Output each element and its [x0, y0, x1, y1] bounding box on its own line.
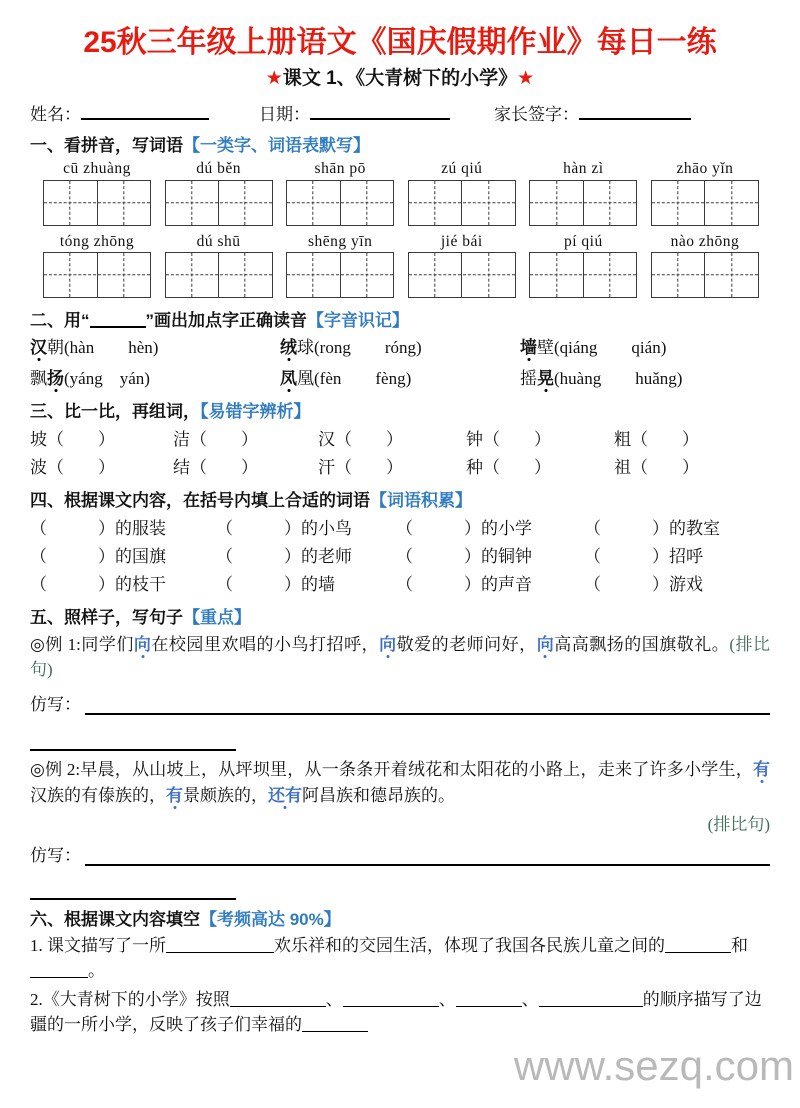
pinyin-label: cū zhuàng [63, 160, 131, 178]
example-2-part-2: 景颇族的， [183, 785, 268, 805]
tianzige-cell[interactable] [530, 181, 583, 225]
tianzige-cell[interactable] [218, 253, 272, 297]
question-2-part-a: 2.《大青树下的小学》按照 [30, 989, 230, 1009]
dotted-char: 扬 [47, 369, 64, 389]
highlighted-word: 向 [133, 635, 152, 655]
question-1 [30, 933, 770, 984]
tianzige-cell[interactable] [652, 253, 705, 297]
example-1-note: (排比句) [30, 635, 771, 680]
pinyin-label: tóng zhōng [59, 232, 135, 250]
phrase-item[interactable]: （ ）游戏 [584, 575, 703, 595]
compare-item[interactable]: 洁（ ） [173, 430, 258, 450]
tianzige-box[interactable] [651, 180, 759, 226]
tianzige-box[interactable] [43, 180, 151, 226]
reading-options[interactable]: (yáng yán) [64, 369, 150, 389]
pronunciation-item[interactable] [520, 364, 682, 389]
lesson-subtitle [30, 68, 770, 91]
highlighted-word: 向 [379, 635, 397, 655]
compare-item[interactable]: 坡（ ） [30, 430, 115, 450]
word-prefix: 摇 [520, 369, 537, 389]
section-4-tag: 【词语积累】 [370, 491, 472, 511]
tianzige-cell[interactable] [97, 181, 151, 225]
imitation-input[interactable] [85, 851, 770, 866]
pronunciation-item[interactable] [30, 333, 280, 358]
question-2-separator: 、 [325, 989, 343, 1009]
section-3-title: 三、比一比，再组词， [30, 402, 200, 422]
question-1-part-a: 1. 课文描写了一所 [30, 935, 166, 955]
answer-blank[interactable] [302, 1018, 368, 1032]
imitation-input[interactable] [85, 700, 770, 715]
phrase-item[interactable]: （ ）招呼 [584, 547, 703, 567]
highlighted-word: 有 [166, 785, 183, 805]
imitation-row-2 [30, 841, 770, 866]
example-1-part-1: 在校园里欢唱的小鸟打招呼， [151, 635, 380, 655]
pinyin-grid-item [650, 232, 760, 298]
student-info-row [30, 100, 770, 125]
imitation-input-continued[interactable] [30, 886, 236, 900]
example-1-text [30, 632, 770, 682]
question-2-separator: 、 [438, 989, 456, 1009]
section-3-tag: 【易错字辨析】 [200, 402, 311, 422]
tianzige-cell[interactable] [583, 181, 637, 225]
pinyin-label: hàn zì [563, 160, 604, 178]
imitation-row-1 [30, 690, 770, 715]
tianzige-box[interactable] [408, 180, 516, 226]
section-3-heading [30, 397, 770, 422]
pinyin-grid-row-2 [30, 232, 770, 298]
star-icon-right: ★ [517, 67, 535, 89]
pinyin-label: pí qiú [564, 232, 603, 250]
dotted-char: 晃 [537, 369, 554, 389]
phrase-item[interactable]: （ ）的枝干 [30, 575, 166, 595]
answer-blank[interactable] [230, 993, 326, 1007]
pinyin-grid-item [528, 159, 638, 225]
example-2-text [30, 757, 770, 807]
example-2-prefix: ◎例 2:早晨，从山坡上，从坪坝里，从一条条开着绒花和太阳花的小路上，走来了许多小学生， [30, 760, 753, 780]
tianzige-box[interactable] [286, 180, 394, 226]
imitation-input-continued[interactable] [30, 737, 236, 751]
date-field-group [259, 100, 450, 125]
compare-row-1 [30, 425, 770, 450]
question-2-part-b: 的顺序描写了边疆的一所小学，反映了孩子们幸福的 [30, 989, 762, 1035]
tianzige-cell[interactable] [287, 181, 340, 225]
section-4-heading [30, 486, 770, 511]
pinyin-grid-item [285, 232, 395, 298]
compare-item[interactable]: 汉（ ） [318, 430, 403, 450]
blank-underline-icon [90, 315, 146, 328]
tianzige-cell[interactable] [44, 253, 97, 297]
pinyin-grid-item [407, 159, 517, 225]
reading-options[interactable]: (huàng huǎng) [554, 369, 683, 389]
tianzige-cell[interactable] [530, 253, 583, 297]
guardian-field-group [494, 100, 691, 125]
tianzige-cell[interactable] [583, 253, 637, 297]
pinyin-label: nào zhōng [670, 232, 740, 250]
compare-row-2 [30, 453, 770, 478]
dotted-char: 汉 [30, 338, 47, 358]
name-label: 姓名： [30, 105, 81, 125]
phrase-item[interactable]: （ ）的小学 [396, 519, 532, 539]
reading-options[interactable]: (qiáng qián) [554, 338, 667, 358]
section-6-title: 六、根据课文内容填空 [30, 909, 200, 929]
answer-blank[interactable] [665, 939, 731, 953]
dotted-char: 墙 [520, 338, 537, 358]
pinyin-grid-item [164, 232, 274, 298]
phrase-row-1 [30, 514, 770, 539]
section-2-title-a: 二、用“ [30, 311, 90, 331]
pinyin-grid-item [285, 159, 395, 225]
tianzige-cell[interactable] [409, 181, 462, 225]
tianzige-box[interactable] [165, 252, 273, 298]
lesson-subtitle-text: 课文 1、《大青树下的小学》 [282, 67, 518, 89]
reading-options[interactable]: (rong róng) [314, 338, 422, 358]
section-1-heading [30, 131, 770, 156]
dotted-char: 凤 [280, 369, 297, 389]
pronunciation-item[interactable] [280, 333, 520, 358]
phrase-item[interactable]: （ ）的服装 [30, 519, 166, 539]
phrase-item[interactable]: （ ）的小鸟 [216, 519, 352, 539]
example-2-part-3: 阿昌族和德昂族的。 [302, 785, 455, 805]
answer-blank[interactable] [343, 993, 439, 1007]
pinyin-grid-item [164, 159, 274, 225]
question-1-part-b: 欢乐祥和的交园生活，体现了我国各民族儿童之间的 [274, 935, 665, 955]
compare-item[interactable]: 波（ ） [30, 458, 115, 478]
section-1-title: 一、看拼音，写词语 [30, 136, 183, 156]
tianzige-cell[interactable] [409, 253, 462, 297]
word-prefix: 飘 [30, 369, 47, 389]
tianzige-cell[interactable] [461, 253, 515, 297]
example-1-part-3: 高高飘扬的国旗敬礼。 [554, 635, 730, 655]
pronunciation-item[interactable] [520, 333, 666, 358]
name-field-group [30, 100, 209, 125]
compare-item[interactable]: 种（ ） [466, 458, 551, 478]
tianzige-box[interactable] [651, 252, 759, 298]
pinyin-grid-item [42, 159, 152, 225]
date-label: 日期： [259, 105, 310, 125]
pinyin-label: zhāo yǐn [676, 160, 734, 178]
question-1-part-c: 和 [731, 935, 748, 955]
section-2-title-b: ”画出加点字正确读音 [145, 311, 307, 331]
highlighted-word: 向 [536, 635, 555, 655]
tianzige-cell[interactable] [340, 253, 394, 297]
phrase-item[interactable]: （ ）的教室 [584, 519, 720, 539]
section-4-title: 四、根据课文内容，在括号内填上合适的词语 [30, 491, 370, 511]
tianzige-cell[interactable] [166, 181, 219, 225]
tianzige-cell[interactable] [704, 181, 758, 225]
tianzige-box[interactable] [165, 180, 273, 226]
word-suffix: 壁 [537, 338, 554, 358]
word-suffix: 凰 [297, 369, 314, 389]
pronunciation-item[interactable] [280, 364, 520, 389]
answer-blank[interactable] [585, 993, 643, 1007]
pronunciation-row-2 [30, 364, 770, 389]
tianzige-cell[interactable] [44, 181, 97, 225]
pronunciation-item[interactable] [30, 364, 280, 389]
pronunciation-row-1 [30, 333, 770, 358]
word-suffix: 朝 [47, 338, 64, 358]
imitation-label: 仿写： [30, 845, 81, 865]
highlighted-word: 有 [753, 760, 770, 780]
tianzige-cell[interactable] [652, 181, 705, 225]
section-5-heading [30, 603, 770, 628]
phrase-item[interactable]: （ ）的铜钟 [396, 547, 532, 567]
example-2-part-1: 汉族的有傣族的， [30, 785, 166, 805]
example-2-note: (排比句) [707, 814, 770, 834]
tianzige-cell[interactable] [97, 253, 151, 297]
tianzige-cell[interactable] [461, 181, 515, 225]
phrase-row-3 [30, 570, 770, 595]
pinyin-grid-item [528, 232, 638, 298]
guardian-input[interactable] [579, 105, 691, 120]
section-2-tag: 【字音识记】 [307, 311, 409, 331]
tianzige-box[interactable] [286, 252, 394, 298]
compare-item[interactable]: 粗（ ） [614, 430, 699, 450]
word-suffix: 球 [297, 338, 314, 358]
reading-options[interactable]: (fèn fèng) [314, 369, 412, 389]
pinyin-label: jié bái [440, 232, 483, 250]
section-5-title: 五、照样子，写句子 [30, 608, 183, 628]
answer-blank[interactable] [166, 939, 274, 953]
tianzige-box[interactable] [529, 252, 637, 298]
watermark: www.sezq.com [513, 1042, 794, 1089]
answer-blank[interactable] [456, 993, 522, 1007]
question-1-part-d: 。 [88, 961, 105, 981]
section-2-heading [30, 306, 770, 331]
tianzige-cell[interactable] [704, 253, 758, 297]
date-input[interactable] [310, 105, 450, 120]
tianzige-cell[interactable] [166, 253, 219, 297]
answer-blank[interactable] [539, 993, 585, 1007]
section-6-heading [30, 905, 770, 930]
question-2-separator: 、 [521, 989, 539, 1009]
pinyin-grid-item [407, 232, 517, 298]
phrase-item[interactable]: （ ）的声音 [396, 575, 532, 595]
page-title: 25秋三年级上册语文《国庆假期作业》每日一练 [83, 26, 717, 59]
pinyin-label: zú qiú [441, 160, 483, 178]
tianzige-cell[interactable] [287, 253, 340, 297]
pinyin-label: dú shū [196, 232, 241, 250]
pinyin-label: shān pō [314, 160, 366, 178]
question-2 [30, 987, 770, 1038]
pinyin-label: dú běn [196, 160, 241, 178]
worksheet-page [0, 26, 800, 1108]
pinyin-label: shēng yīn [308, 232, 373, 250]
phrase-item[interactable]: （ ）的墙 [216, 575, 335, 595]
compare-item[interactable]: 祖（ ） [614, 458, 699, 478]
phrase-row-2 [30, 542, 770, 567]
imitation-label: 仿写： [30, 695, 81, 715]
tianzige-box[interactable] [529, 180, 637, 226]
tianzige-box[interactable] [43, 252, 151, 298]
phrase-item[interactable]: （ ）的老师 [216, 547, 352, 567]
section-6-tag: 【考频高达 90%】 [200, 909, 341, 929]
compare-item[interactable]: 结（ ） [173, 458, 258, 478]
compare-item[interactable]: 钟（ ） [466, 430, 551, 450]
tianzige-box[interactable] [408, 252, 516, 298]
section-1-tag: 【一类字、词语表默写】 [183, 136, 370, 156]
tianzige-cell[interactable] [340, 181, 394, 225]
reading-options[interactable]: (hàn hèn) [64, 338, 159, 358]
phrase-item[interactable]: （ ）的国旗 [30, 547, 166, 567]
example-1-prefix: ◎例 1:同学们 [30, 635, 134, 655]
tianzige-cell[interactable] [218, 181, 272, 225]
dotted-char: 绒 [280, 338, 297, 358]
answer-blank[interactable] [30, 964, 88, 978]
highlighted-word: 还有 [268, 785, 302, 805]
example-1-part-2: 敬爱的老师问好， [396, 635, 537, 655]
star-icon-left: ★ [265, 67, 283, 89]
name-input[interactable] [81, 105, 209, 120]
section-5-tag: 【重点】 [183, 608, 251, 628]
pinyin-grid-row-1 [30, 159, 770, 225]
compare-item[interactable]: 汗（ ） [318, 458, 403, 478]
pinyin-grid-item [42, 232, 152, 298]
pinyin-grid-item [650, 159, 760, 225]
guardian-label: 家长签字： [494, 105, 579, 125]
